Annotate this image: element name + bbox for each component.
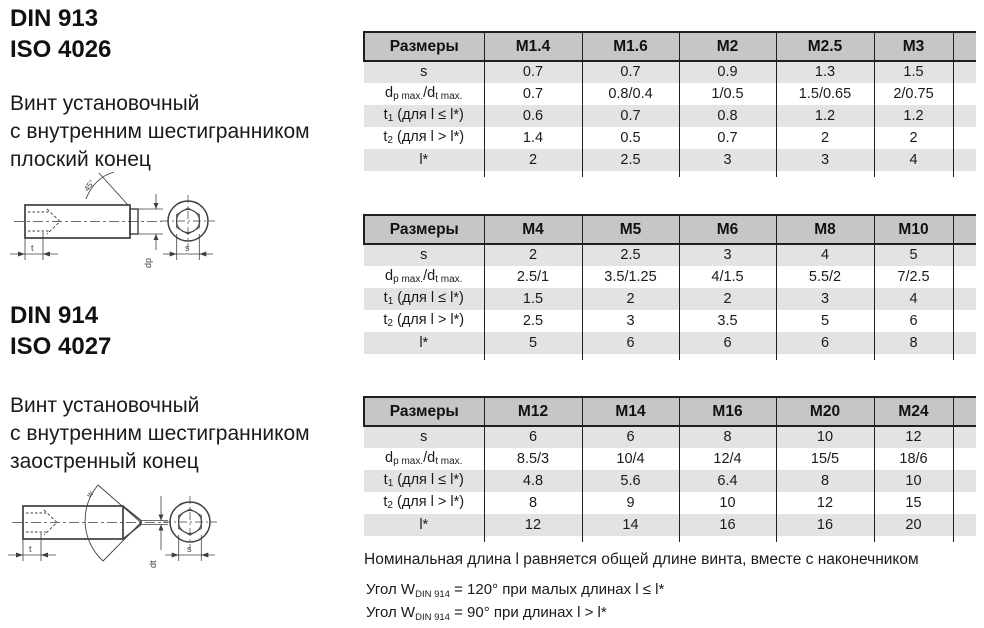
row-label: [364, 83, 484, 105]
value-cell: 4.8: [484, 470, 582, 492]
subscript: 2: [387, 135, 393, 146]
value-cell: 0.7: [484, 61, 582, 83]
value-cell: 16: [776, 514, 874, 536]
line-stub: [582, 536, 679, 542]
header-spacer: [953, 397, 976, 426]
column-header: M12: [484, 397, 582, 426]
value-cell: 0.8: [679, 105, 776, 127]
note-angle-90: [366, 604, 607, 623]
value-cell: 8.5/3: [484, 448, 582, 470]
dimensions-table: [363, 214, 976, 360]
value-cell: 2/0.75: [874, 83, 953, 105]
column-header: Размеры: [364, 32, 484, 61]
line-stub: [874, 354, 953, 360]
value-cell: 2.5: [582, 244, 679, 266]
value-cell: 1.5/0.65: [776, 83, 874, 105]
value-cell: 6: [679, 332, 776, 354]
column-header: M3: [874, 32, 953, 61]
text-segment: l*: [419, 151, 429, 168]
table-row: [364, 288, 976, 310]
column-header: M5: [582, 215, 679, 244]
size-table-m12-m24: [363, 396, 976, 542]
row-label: [364, 127, 484, 149]
value-cell: 3.5/1.25: [582, 266, 679, 288]
text-segment: (для l > l*): [392, 312, 465, 328]
value-cell: 5.6: [582, 470, 679, 492]
text-segment: /d: [423, 85, 436, 101]
row-spacer: [953, 266, 976, 288]
row-label: [364, 448, 484, 470]
table-row: [364, 470, 976, 492]
subscript: 1: [387, 296, 394, 307]
socket-depth-label: t: [31, 243, 34, 253]
value-cell: 2: [874, 127, 953, 149]
subscript: 2: [387, 500, 393, 511]
row-label: [364, 492, 484, 514]
text-segment: /d: [423, 450, 436, 466]
line-stub: [484, 171, 582, 177]
description-line: Винт установочный: [10, 92, 200, 115]
value-cell: 3.5: [679, 310, 776, 332]
column-header: M20: [776, 397, 874, 426]
header-row: [364, 397, 976, 426]
text-segment: t: [383, 290, 388, 306]
value-cell: 3: [679, 149, 776, 171]
line-stub: [679, 536, 776, 542]
subscript: 2: [387, 318, 393, 329]
value-cell: 2: [776, 127, 874, 149]
value-cell: 2: [484, 149, 582, 171]
text-segment: d: [385, 85, 394, 101]
text-segment: d: [385, 268, 394, 284]
row-spacer: [953, 470, 976, 492]
table-row: [364, 244, 976, 266]
text-segment: /d: [423, 268, 436, 284]
subscript: DIN 914: [415, 612, 450, 623]
value-cell: 0.5: [582, 127, 679, 149]
text-segment: (для l > l*): [392, 494, 465, 510]
description-block-2: [10, 392, 310, 476]
cone-angle-label: w: [84, 489, 96, 500]
text-segment: d: [385, 450, 394, 466]
value-cell: 3: [776, 288, 874, 310]
value-cell: 1/0.5: [679, 83, 776, 105]
standards-block-1: [10, 3, 111, 65]
row-label: [364, 149, 484, 171]
row-label: [364, 514, 484, 536]
text-segment: t: [383, 107, 388, 123]
header-row: [364, 32, 976, 61]
column-header: M8: [776, 215, 874, 244]
text-segment: = 90° при длинах l > l*: [449, 604, 607, 621]
wrench-size-label: s: [187, 544, 192, 554]
column-header: M2.5: [776, 32, 874, 61]
value-cell: 7/2.5: [874, 266, 953, 288]
value-cell: 15/5: [776, 448, 874, 470]
value-cell: 4/1.5: [679, 266, 776, 288]
value-cell: 10: [776, 426, 874, 448]
row-label: [364, 61, 484, 83]
text-segment: Номинальная длина l равняется общей длине винта, вместе с наконечником: [364, 551, 919, 568]
value-cell: 6: [484, 426, 582, 448]
row-label: [364, 266, 484, 288]
value-cell: 0.7: [484, 83, 582, 105]
text-segment: s: [420, 64, 428, 81]
value-cell: 0.6: [484, 105, 582, 127]
value-cell: 2: [484, 244, 582, 266]
value-cell: 2.5/1: [484, 266, 582, 288]
subscript: t max.: [435, 91, 463, 102]
table-row: [364, 310, 976, 332]
row-spacer: [953, 514, 976, 536]
text-segment: s: [420, 247, 428, 264]
header-spacer: [953, 32, 976, 61]
description-line: плоский конец: [10, 148, 151, 171]
row-spacer: [953, 332, 976, 354]
row-label: [364, 332, 484, 354]
value-cell: 4: [776, 244, 874, 266]
column-header: M14: [582, 397, 679, 426]
value-cell: 8: [679, 426, 776, 448]
standard-iso-4026: ISO 4026: [10, 36, 112, 63]
subscript: 1: [387, 478, 394, 489]
text-segment: t: [383, 472, 388, 488]
value-cell: 1.4: [484, 127, 582, 149]
table-row: [364, 83, 976, 105]
value-cell: 5: [484, 332, 582, 354]
standards-block-2: [10, 300, 111, 362]
row-spacer: [953, 127, 976, 149]
wrench-size-label: s: [185, 243, 190, 253]
line-stub: [776, 171, 874, 177]
size-table-m1.4-m3: [363, 31, 976, 177]
table-row: [364, 105, 976, 127]
value-cell: 10: [874, 470, 953, 492]
row-label: [364, 288, 484, 310]
value-cell: 1.2: [776, 105, 874, 127]
description-line: заостренный конец: [10, 450, 199, 473]
value-cell: 14: [582, 514, 679, 536]
text-segment: l*: [419, 334, 429, 351]
value-cell: 6: [582, 332, 679, 354]
value-cell: 0.8/0.4: [582, 83, 679, 105]
value-cell: 12: [484, 514, 582, 536]
value-cell: 0.9: [679, 61, 776, 83]
column-header: M4: [484, 215, 582, 244]
column-line-stub: [364, 171, 976, 177]
value-cell: 0.7: [679, 127, 776, 149]
column-header: M10: [874, 215, 953, 244]
socket-depth-label: t: [29, 544, 32, 554]
description-line: Винт установочный: [10, 394, 200, 417]
row-spacer: [953, 492, 976, 514]
row-spacer: [953, 426, 976, 448]
column-header: M2: [679, 32, 776, 61]
line-stub: [364, 536, 484, 542]
line-stub: [582, 171, 679, 177]
description-line: с внутренним шестигранником: [10, 422, 310, 445]
row-spacer: [953, 310, 976, 332]
value-cell: 5: [874, 244, 953, 266]
note-nominal-length: [364, 551, 919, 569]
subscript: t max.: [435, 274, 463, 285]
text-segment: = 120° при малых длинах l ≤ l*: [449, 581, 665, 598]
subscript: 1: [387, 113, 394, 124]
table-row: [364, 61, 976, 83]
row-spacer: [953, 244, 976, 266]
row-spacer: [953, 105, 976, 127]
line-stub: [776, 354, 874, 360]
value-cell: 0.7: [582, 61, 679, 83]
row-label: [364, 310, 484, 332]
value-cell: 2.5: [582, 149, 679, 171]
row-spacer: [953, 83, 976, 105]
value-cell: 12: [776, 492, 874, 514]
subscript: t max.: [435, 456, 463, 467]
column-header: M16: [679, 397, 776, 426]
row-spacer: [953, 288, 976, 310]
column-header: M24: [874, 397, 953, 426]
line-stub: [953, 536, 976, 542]
drawing-cone-point-screw: [0, 468, 230, 580]
value-cell: 10/4: [582, 448, 679, 470]
standard-din-913: DIN 913: [10, 5, 99, 32]
value-cell: 1.2: [874, 105, 953, 127]
line-stub: [484, 354, 582, 360]
subscript: p max.: [393, 91, 424, 102]
value-cell: 4: [874, 149, 953, 171]
column-header: M1.4: [484, 32, 582, 61]
text-segment: l*: [419, 516, 429, 533]
row-label: [364, 105, 484, 127]
value-cell: 12/4: [679, 448, 776, 470]
size-table-m4-m10: [363, 214, 976, 360]
value-cell: 1.3: [776, 61, 874, 83]
line-stub: [776, 536, 874, 542]
table-row: [364, 448, 976, 470]
row-spacer: [953, 448, 976, 470]
text-segment: t: [383, 494, 388, 510]
standard-din-914: DIN 914: [10, 302, 99, 329]
line-stub: [874, 536, 953, 542]
value-cell: 5: [776, 310, 874, 332]
line-stub: [484, 536, 582, 542]
value-cell: 4: [874, 288, 953, 310]
line-stub: [679, 354, 776, 360]
table-row: [364, 127, 976, 149]
value-cell: 3: [776, 149, 874, 171]
header-row: [364, 215, 976, 244]
text-segment: (для l ≤ l*): [393, 290, 464, 306]
value-cell: 9: [582, 492, 679, 514]
value-cell: 18/6: [874, 448, 953, 470]
value-cell: 5.5/2: [776, 266, 874, 288]
line-stub: [953, 171, 976, 177]
value-cell: 8: [776, 470, 874, 492]
value-cell: 3: [582, 310, 679, 332]
chamfer-angle-label: 45°: [82, 178, 97, 194]
text-segment: (для l ≤ l*): [393, 107, 464, 123]
line-stub: [582, 354, 679, 360]
table-row: [364, 426, 976, 448]
column-line-stub: [364, 354, 976, 360]
value-cell: 20: [874, 514, 953, 536]
point-diameter-label: dp: [143, 257, 153, 268]
dimensions-table: [363, 396, 976, 542]
column-line-stub: [364, 536, 976, 542]
row-label: [364, 470, 484, 492]
value-cell: 1.5: [484, 288, 582, 310]
note-angle-120: [366, 581, 664, 600]
value-cell: 2.5: [484, 310, 582, 332]
value-cell: 2: [582, 288, 679, 310]
text-segment: (для l > l*): [392, 129, 465, 145]
drawing-flat-point-screw: [0, 168, 230, 280]
text-segment: t: [383, 129, 388, 145]
row-label: [364, 244, 484, 266]
value-cell: 12: [874, 426, 953, 448]
column-header: Размеры: [364, 397, 484, 426]
line-stub: [679, 171, 776, 177]
value-cell: 6: [874, 310, 953, 332]
table-row: [364, 332, 976, 354]
header-spacer: [953, 215, 976, 244]
value-cell: 3: [679, 244, 776, 266]
column-header: Размеры: [364, 215, 484, 244]
table-row: [364, 149, 976, 171]
value-cell: 10: [679, 492, 776, 514]
subscript: p max.: [393, 456, 424, 467]
row-spacer: [953, 61, 976, 83]
value-cell: 2: [679, 288, 776, 310]
description-line: с внутренним шестигранником: [10, 120, 310, 143]
value-cell: 0.7: [582, 105, 679, 127]
text-segment: t: [383, 312, 388, 328]
value-cell: 6: [776, 332, 874, 354]
value-cell: 16: [679, 514, 776, 536]
dimensions-table: [363, 31, 976, 177]
description-block-1: [10, 90, 310, 174]
line-stub: [874, 171, 953, 177]
value-cell: 8: [484, 492, 582, 514]
text-segment: Угол W: [366, 581, 416, 598]
line-stub: [364, 171, 484, 177]
line-stub: [364, 354, 484, 360]
tip-diameter-label: dt: [148, 560, 158, 568]
table-row: [364, 492, 976, 514]
column-header: M1.6: [582, 32, 679, 61]
row-spacer: [953, 149, 976, 171]
value-cell: 1.5: [874, 61, 953, 83]
value-cell: 8: [874, 332, 953, 354]
text-segment: Угол W: [366, 604, 416, 621]
line-stub: [953, 354, 976, 360]
text-segment: s: [420, 429, 428, 446]
value-cell: 6.4: [679, 470, 776, 492]
column-header: M6: [679, 215, 776, 244]
table-row: [364, 266, 976, 288]
text-segment: (для l ≤ l*): [393, 472, 464, 488]
row-label: [364, 426, 484, 448]
standard-iso-4027: ISO 4027: [10, 333, 112, 360]
value-cell: 6: [582, 426, 679, 448]
subscript: p max.: [393, 274, 424, 285]
value-cell: 15: [874, 492, 953, 514]
table-row: [364, 514, 976, 536]
subscript: DIN 914: [415, 589, 450, 600]
